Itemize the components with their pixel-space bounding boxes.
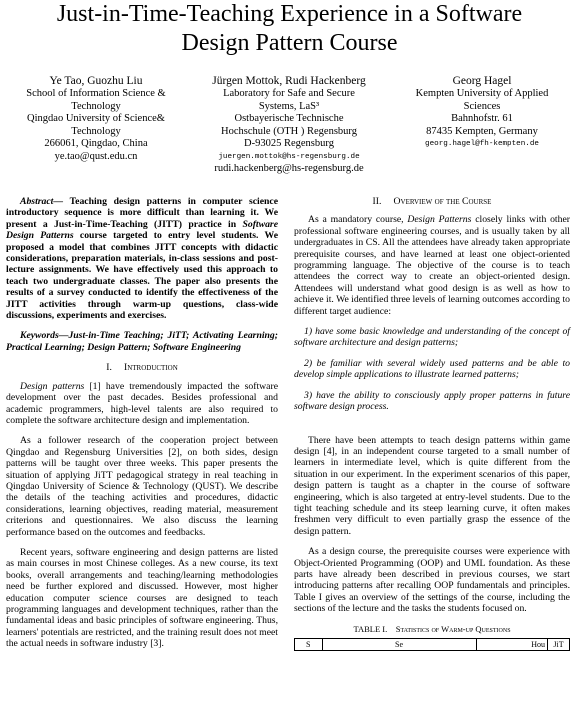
paragraph: Design patterns [1] have tremendously impacted the software development over the past decades. Besides professional and academic programmers, high-level talents are also required to complete the software architecture design and implementation. <box>6 380 278 426</box>
affiliation-line: Systems, LaS³ <box>258 100 320 112</box>
affiliation-line: Technology <box>71 100 121 112</box>
author-email: georg.hagel@fh-kempten.de <box>425 140 539 149</box>
affiliation-line: Qingdao University of Science& <box>27 113 165 125</box>
learning-goal: 3) have the ability to consciously apply proper patterns in future software design process. <box>294 389 570 413</box>
paragraph: As a mandatory course, Design Patterns closely links with other professional software engineering courses, and is usually taken by all undergraduates in CS. All the attendees have already taken appropriate prerequisite courses, and have learned at least one object-oriented programming language. The objective of the course is to teach attendees the correct way to create an object-oriented design. Attendees will understand what good design is as well as how to achieve it. We identified three levels of learning outcomes according to different target audience: <box>294 214 570 317</box>
abstract-label: Abstract— <box>20 196 64 207</box>
affiliation-line: Hochschule (OTH ) Regensburg <box>221 125 357 137</box>
table-row <box>295 639 570 651</box>
author-email: ye.tao@qust.edu.cn <box>54 150 138 162</box>
abstract: Abstract— Teaching design patterns in computer science introductory sequence is more difficult than learning it. We present a Just-in-Time-Teaching (JITT) practice in Software Design Patterns course targeted to entry level students. We proposed a model that combines JITT concepts with didactic considerations, preparation materials, in-class sessions and post-lecture assignments. We have effectively used this approach to teach two undergraduate classes. The paper also presents the results of a survey conducted to identify the effectiveness of the JITT activities through warm-up questions, class-wide discussions, experiments and exercises. <box>6 196 278 322</box>
author-email: rudi.hackenberg@hs-regensburg.de <box>214 162 364 174</box>
affiliation-line: School of Information Science & <box>26 88 166 99</box>
affiliation-line: 87435 Kempten, Germany <box>426 125 538 137</box>
author-block-2 <box>196 74 382 176</box>
table-caption: TABLE I. Statistics of Warm-up Questions <box>353 623 511 634</box>
table <box>294 638 570 651</box>
paragraph: As a follower research of the cooperation project between Qingdao and Regensburg Universities [2], on both sides, design patterns will be taught over three weeks. This paper presents the situation of applying JiTT pedagogical strategy in real teaching in Qingdao University of Science & Technology (QUST). We describe the details of the teaching activities and procedures, didactic considerations, learning objectives, reading material, measurement criterions and questionnaires. We also discuss the learning performance based on the outcomes and feedbacks. <box>6 435 278 538</box>
author-names: Jürgen Mottok, Rudi Hackenberg <box>212 75 366 87</box>
paper-title: Just-in-Time-Teaching Experience in a Software Design Pattern Course <box>56 1 523 56</box>
paragraph: Recent years, software engineering and design patterns are listed as main courses in most Chinese colleges. As a new course, its text books, overall arrangements and teaching/learning methodologies need be further explored and discussed. However, most higher education computer science courses are designed to teach programming languages and development techniques, rather than the fundamental ideas and basic principles of software engineering. Thus, learners' potentials are restricted, and the training result does not meet the actual needs in software industry [3]. <box>6 546 278 650</box>
affiliation-line: Laboratory for Safe and Secure <box>223 88 355 99</box>
section-heading: I. Introduction <box>106 362 178 374</box>
affiliation-line: Bahnhofstr. 61 <box>451 113 513 125</box>
table-cell: JiT <box>548 639 570 651</box>
learning-goal: 2) be familiar with several widely used patterns and be able to develop simple applications to illustrate learned patterns; <box>294 357 570 381</box>
table-cell: Hou <box>476 639 548 651</box>
author-block-3 <box>394 74 570 150</box>
author-names: Georg Hagel <box>452 75 512 87</box>
learning-goal: 1) have some basic knowledge and understanding of the concept of software architecture and design patterns; <box>294 326 570 349</box>
right-column <box>294 196 570 651</box>
paragraph: As a design course, the prerequisite courses were experience with Object-Oriented Programming (OOP) and UML foundation. As these parts have already been described in previous courses, we start introducing patterns after recalling OOP fundamentals and principles. Table I gives an overview of the settings of the course, including the sections of the lecture and the tasks the students focused on. <box>294 546 570 615</box>
affiliation-line: Ostbayerische Technische <box>234 113 344 125</box>
keywords: Keywords—Just-in-Time Teaching; JiTT; Activating Learning; Practical Learning; Design Pattern; Software Engineering <box>6 330 278 353</box>
affiliation-line: 266061, Qingdao, China <box>44 138 148 150</box>
paragraph: There have been attempts to teach design patterns within game design [4], in an independent course targeted to a small number of learners in intermediate level, which is quite different from the situation in our experiment. In the experiment scenarios of this paper, design pattern is taught as a chapter in the course of software engineering, which is also targeted at entry-level students. Due to the tight teaching schedule and its steep learning curve, it often makes freshmen very difficult to even partially grasp the essence of the design pattern. <box>294 434 570 537</box>
affiliation-line: D-93025 Regensburg <box>244 138 334 150</box>
affiliation-line: Technology <box>71 125 121 137</box>
table-cell: S <box>295 639 323 651</box>
affiliation-line: Kempten University of Applied <box>415 88 549 99</box>
author-block-1 <box>8 74 184 164</box>
author-email: juergen.mottok@hs-regensburg.de <box>218 152 360 161</box>
author-names: Ye Tao, Guozhu Liu <box>49 75 143 87</box>
section-heading: II. Overview of the Course <box>372 196 492 207</box>
left-column <box>6 196 278 659</box>
table-cell: Se <box>322 639 476 651</box>
affiliation-line: Sciences <box>463 100 501 112</box>
